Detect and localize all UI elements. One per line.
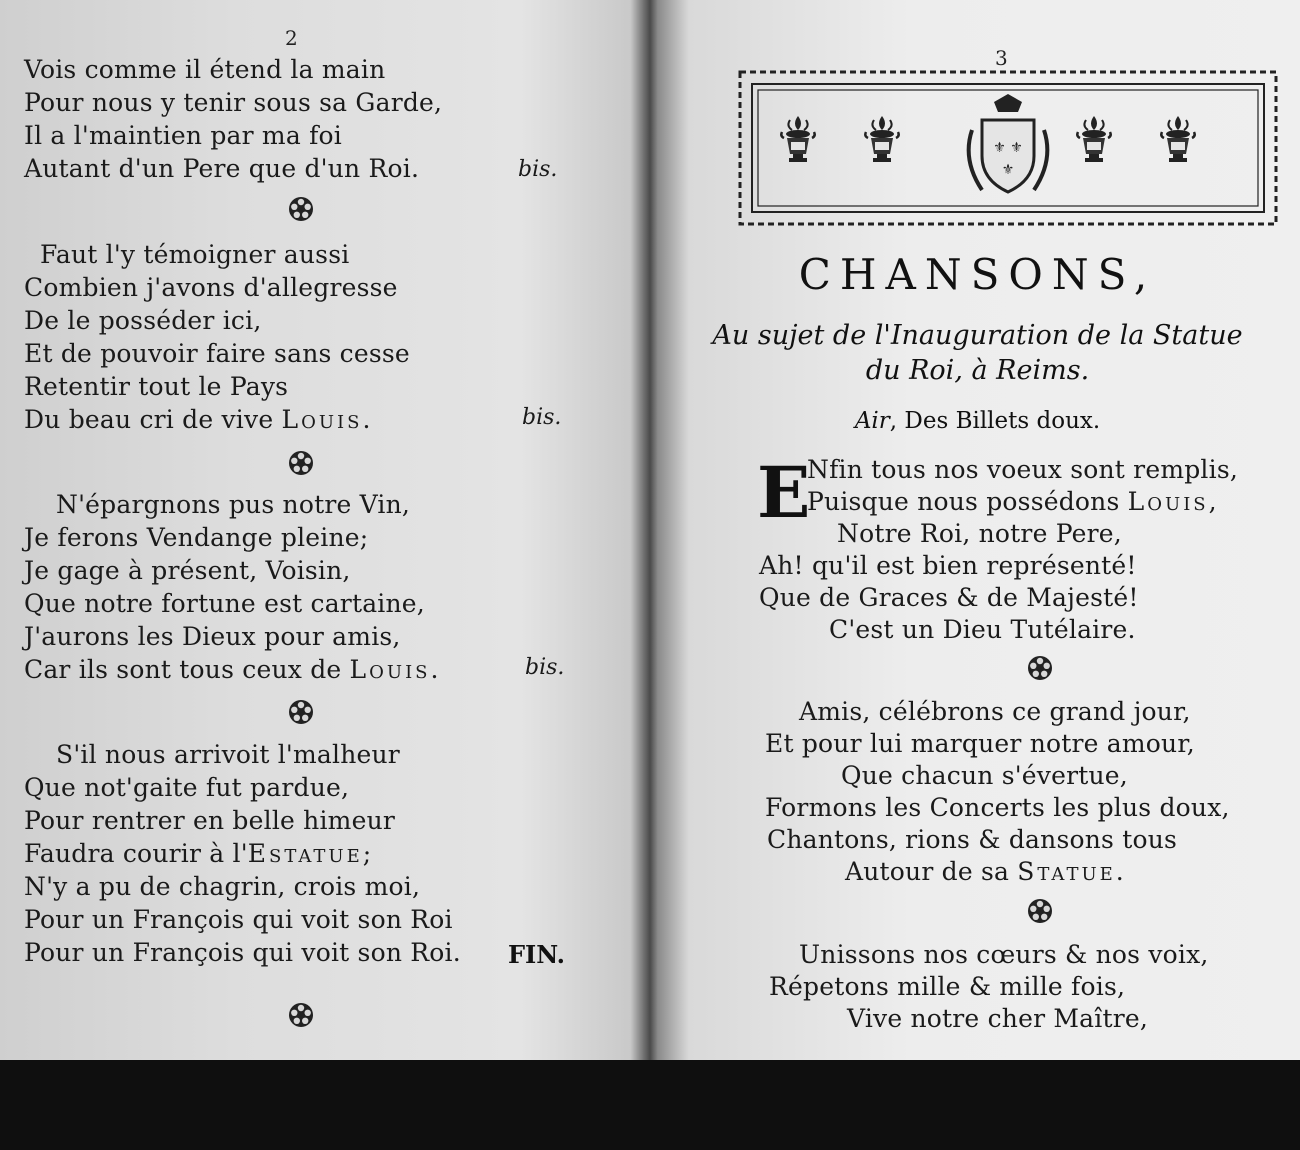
- subtitle-line: Au sujet de l'Inauguration de la Statue: [712, 320, 1243, 351]
- verse-line: Vois comme il étend la main: [24, 55, 386, 84]
- drop-cap: E: [757, 451, 811, 534]
- verse-line: Nfin tous nos voeux sont remplis,: [807, 455, 1238, 484]
- rosette-ornament: [288, 196, 314, 222]
- page-number: 3: [995, 46, 1008, 70]
- verse-line: Du beau cri de vive Louis.: [24, 405, 371, 434]
- refrain-mark: bis.: [525, 655, 565, 680]
- name-louis: Louis: [349, 655, 431, 684]
- verse-line: Pour nous y tenir sous sa Garde,: [24, 88, 443, 117]
- rosette-ornament: [288, 450, 314, 476]
- word-statue: Statue: [1017, 857, 1116, 886]
- verse-line: S'il nous arrivoit l'malheur: [56, 740, 400, 769]
- footer-band: [0, 1060, 1300, 1150]
- verse-line: Autant d'un Pere que d'un Roi.: [24, 154, 420, 183]
- svg-text:⚜: ⚜: [1001, 162, 1015, 178]
- title: CHANSONS,: [798, 250, 1157, 299]
- verse-line: Amis, célébrons ce grand jour,: [799, 697, 1191, 726]
- verse-line: Autour de sa Statue.: [845, 857, 1124, 886]
- verse-line: Notre Roi, notre Pere,: [837, 519, 1122, 548]
- verse-line: Chantons, rions & dansons tous: [767, 825, 1178, 854]
- rosette-ornament: [288, 699, 314, 725]
- verse-line: Je gage à présent, Voisin,: [24, 556, 351, 585]
- name-louis: Louis: [1127, 487, 1209, 516]
- air-indication: Air, Des Billets doux.: [854, 408, 1101, 434]
- rosette-ornament: [1027, 655, 1053, 681]
- verse-line: Pour un François qui voit son Roi.: [24, 938, 461, 967]
- svg-text:⚜ ⚜: ⚜ ⚜: [993, 140, 1023, 156]
- subtitle-line: du Roi, à Reims.: [865, 355, 1090, 386]
- vase-icon: [1077, 116, 1110, 162]
- rosette-ornament: [288, 1002, 314, 1028]
- verse-line: C'est un Dieu Tutélaire.: [829, 615, 1136, 644]
- fin-mark: FIN.: [508, 940, 566, 969]
- verse-line: Car ils sont tous ceux de Louis.: [24, 655, 439, 684]
- verse-line: Combien j'avons d'allegresse: [24, 273, 398, 302]
- verse-line: Que not'gaite fut pardue,: [24, 773, 350, 802]
- verse-line: Vive notre cher Maître,: [847, 1004, 1148, 1033]
- vase-icon: [781, 116, 814, 162]
- refrain-mark: bis.: [518, 157, 558, 182]
- royal-arms-icon: [969, 94, 1048, 192]
- verse-line: Puisque nous possédons Louis,: [807, 487, 1217, 516]
- verse-line: De le posséder ici,: [24, 306, 262, 335]
- verse-line: Répetons mille & mille fois,: [769, 972, 1126, 1001]
- name-louis: Louis: [281, 405, 363, 434]
- left-page: [0, 0, 645, 1060]
- verse-line: Que de Graces & de Majesté!: [759, 583, 1139, 612]
- vase-icon: [865, 116, 898, 162]
- verse-line: N'y a pu de chagrin, crois moi,: [24, 872, 421, 901]
- verse-line: Que chacun s'évertue,: [841, 761, 1128, 790]
- verse-line: Je ferons Vendange pleine;: [24, 523, 369, 552]
- verse-line: Et pour lui marquer notre amour,: [765, 729, 1195, 758]
- verse-line: Que notre fortune est cartaine,: [24, 589, 425, 618]
- refrain-mark: bis.: [522, 405, 562, 430]
- page-number: 2: [285, 26, 298, 50]
- word-estatue: Estatue: [247, 839, 363, 868]
- verse-line: Pour rentrer en belle himeur: [24, 806, 396, 835]
- rosette-ornament: [1027, 898, 1053, 924]
- verse-line: Pour un François qui voit son Roi: [24, 905, 453, 934]
- verse-line: Formons les Concerts les plus doux,: [765, 793, 1230, 822]
- headpiece-ornament: [738, 70, 1278, 226]
- verse-line: Il a l'maintien par ma foi: [24, 121, 342, 150]
- verse-line: J'aurons les Dieux pour amis,: [24, 622, 401, 651]
- verse-line: Retentir tout le Pays: [24, 372, 289, 401]
- vase-icon: [1161, 116, 1194, 162]
- verse-line: Unissons nos cœurs & nos voix,: [799, 940, 1209, 969]
- right-page: [655, 0, 1300, 1060]
- verse-line: Faut l'y témoigner aussi: [40, 240, 350, 269]
- verse-line: Ah! qu'il est bien représenté!: [759, 551, 1137, 580]
- verse-line: Faudra courir à l'Estatue;: [24, 839, 372, 868]
- verse-line: Et de pouvoir faire sans cesse: [24, 339, 410, 368]
- verse-line: N'épargnons pus notre Vin,: [56, 490, 411, 519]
